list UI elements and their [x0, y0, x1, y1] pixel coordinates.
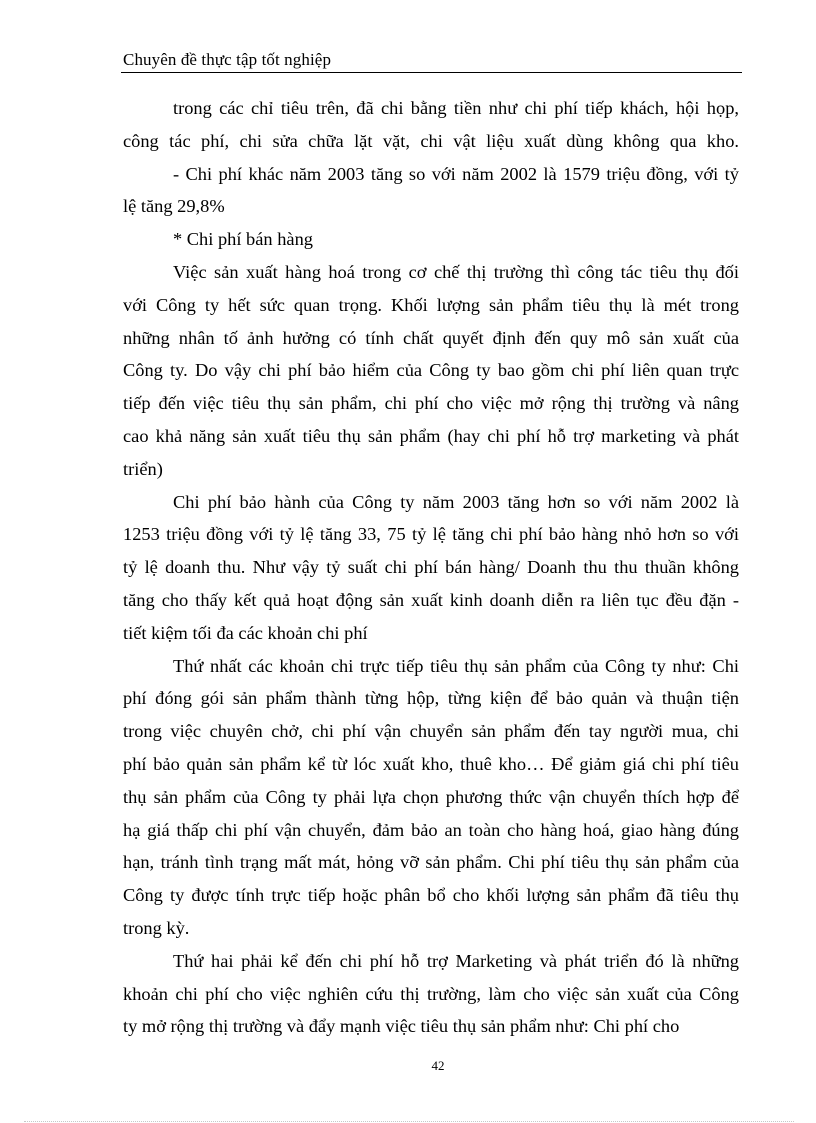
text-line: trong việc chuyên chở, chi phí vận chuyển sản phẩm đến tay người mua, chi: [123, 721, 739, 742]
text-line: tiết kiệm tối đa các khoản chi phí: [123, 622, 368, 643]
text-line: tăng cho thấy kết quả hoạt động sản xuất kinh doanh diễn ra liên tục đều đặn -: [123, 589, 739, 610]
text-line: hạn, tránh tình trạng mất mát, hỏng vỡ sản phẩm. Chi phí tiêu thụ sản phẩm của: [123, 852, 739, 873]
text-line: với Công ty hết sức quan trọng. Khối lượng sản phẩm tiêu thụ là mét trong: [123, 294, 739, 315]
text-line: tiếp đến việc tiêu thụ sản phẩm, chi phí cho việc mở rộng thị trường và nâng: [123, 393, 739, 414]
body-text: [123, 92, 739, 1043]
page-bottom-border: [24, 1121, 794, 1122]
text-line: triển): [123, 458, 163, 479]
text-line: cao khả năng sản xuất tiêu thụ sản phẩm (hay chi phí hỗ trợ marketing và phát: [123, 425, 739, 446]
text-line: Công ty. Do vậy chi phí bảo hiểm của Công ty bao gồm chi phí liên quan trực: [123, 360, 739, 381]
section-heading: * Chi phí bán hàng: [173, 229, 313, 250]
running-header: Chuyên đề thực tập tốt nghiệp: [123, 50, 332, 69]
text-line: công tác phí, chi sửa chữa lặt vặt, chi vật liệu xuất dùng không qua kho.: [123, 130, 739, 151]
text-line: trong kỳ.: [123, 917, 190, 938]
text-line: khoản chi phí cho việc nghiên cứu thị trường, làm cho việc sản xuất của Công: [123, 983, 739, 1004]
text-line: Việc sản xuất hàng hoá trong cơ chế thị trường thì công tác tiêu thụ đối: [173, 261, 739, 282]
header-rule: [121, 72, 742, 73]
text-line: Thứ hai phải kể đến chi phí hỗ trợ Marketing và phát triển đó là những: [173, 950, 739, 971]
text-line: thụ sản phẩm của Công ty phải lựa chọn phương thức vận chuyển thích hợp để: [123, 786, 739, 807]
text-line: 1253 triệu đồng với tỷ lệ tăng 33, 75 tỷ lệ tăng chi phí bảo hàng nhỏ hơn so với: [123, 524, 739, 545]
text-line: Chi phí bảo hành của Công ty năm 2003 tăng hơn so với năm 2002 là: [173, 491, 739, 512]
text-line: phí bảo quản sản phẩm kể từ lóc xuất kho, thuê kho… Để giảm giá chi phí tiêu: [123, 753, 739, 774]
text-line: những nhân tố ảnh hưởng có tính chất quyết định đến quy mô sản xuất của: [123, 327, 739, 348]
text-line: - Chi phí khác năm 2003 tăng so với năm 2002 là 1579 triệu đồng, với tỷ: [173, 163, 739, 184]
text-line: phí đóng gói sản phẩm thành từng hộp, từng kiện để bảo quản và thuận tiện: [123, 688, 739, 709]
text-line: ty mở rộng thị trường và đẩy mạnh việc tiêu thụ sản phẩm như: Chi phí cho: [123, 1016, 680, 1037]
text-line: Công ty được tính trực tiếp hoặc phân bổ cho khối lượng sản phẩm đã tiêu thụ: [123, 885, 739, 906]
text-line: hạ giá thấp chi phí vận chuyển, đảm bảo an toàn cho hàng hoá, giao hàng đúng: [123, 819, 739, 840]
page-number: 42: [431, 1058, 445, 1073]
text-line: Thứ nhất các khoản chi trực tiếp tiêu thụ sản phẩm của Công ty như: Chi: [173, 655, 739, 676]
text-line: trong các chỉ tiêu trên, đã chi bằng tiền như chi phí tiếp khách, hội họp,: [173, 98, 739, 118]
text-line: lệ tăng 29,8%: [123, 196, 225, 217]
text-line: tỷ lệ doanh thu. Như vậy tỷ suất chi phí bán hàng/ Doanh thu thu thuần không: [123, 557, 739, 578]
